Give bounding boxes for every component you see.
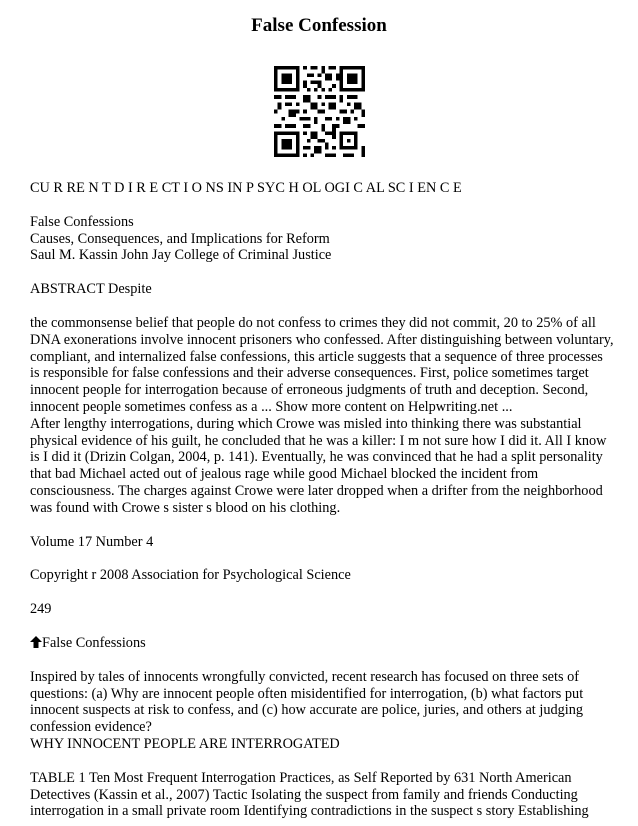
page-title: False Confession [251,15,387,36]
intro-paragraph: Inspired by tales of innocents wrongfully convicted, recent research has focused on three sets of questions: (a) Why are innocent people often misidentified for interrogation, (b) what factors put innocent suspects at risk to confess, and (c) how accurate are police, juries, and others at judging confession evidence? [30,668,584,736]
body-paragraph: After lengthy interrogations, during which Crowe was misled into thinking there was substantial physical evidence of his guilt, he concluded that he was a killer: I m not sure how I did it. All I know is I did it (Drizin Colgan, 2004, p. 141). Eventually, he was convinced that he had a split personality that bad Michael acted out of jealous rage while good Michael blocked the incident from consciousness. The charges against Crowe were later dropped when a drifter from the neighborhood was found with Crowe s sister s blood on his clothing. [30,415,607,516]
journal-header: CU R RE N T D I R E CT I O NS IN P SYC H OL OGI C AL SC I EN C E [30,180,462,196]
qr-code-icon [274,66,365,157]
up-arrow-icon [30,636,42,648]
running-head [30,635,615,652]
article-author: Saul M. Kassin John Jay College of Criminal Justice [30,247,332,264]
volume-info: Volume 17 Number 4 [30,533,154,550]
article-title: False Confessions [30,213,134,230]
page-number: 249 [30,601,52,618]
article-subtitle: Causes, Consequences, and Implications for Reform [30,230,330,247]
abstract-heading: ABSTRACT Despite [30,281,152,298]
copyright-line: Copyright r 2008 Association for Psychological Science [30,567,351,584]
section-heading: WHY INNOCENT PEOPLE ARE INTERROGATED [30,735,340,752]
document-body [30,180,615,820]
abstract-body: the commonsense belief that people do not confess to crimes they did not commit, 20 to 25% of all DNA exonerations involve innocent prisoners who confessed. After distinguishing between voluntary, compliant, and internalized false confessions, this article suggests that a sequence of three processes is responsible for false confessions and their adverse consequences. First, police sometimes target innocent people for interrogation because of erroneous judgments of truth and deception. Second, innocent people sometimes confess as a ... Show more content on Helpwriting.net ... [30,314,614,415]
running-head-label: False Confessions [42,634,146,651]
table-paragraph: TABLE 1 Ten Most Frequent Interrogation Practices, as Self Reported by 631 North American Detectives (Kassin et al., 2007) Tactic Isolating the suspect from family and friends Conducting interrogation in a small private room Identifying contradictions in the suspect s story Establishing [30,769,589,820]
